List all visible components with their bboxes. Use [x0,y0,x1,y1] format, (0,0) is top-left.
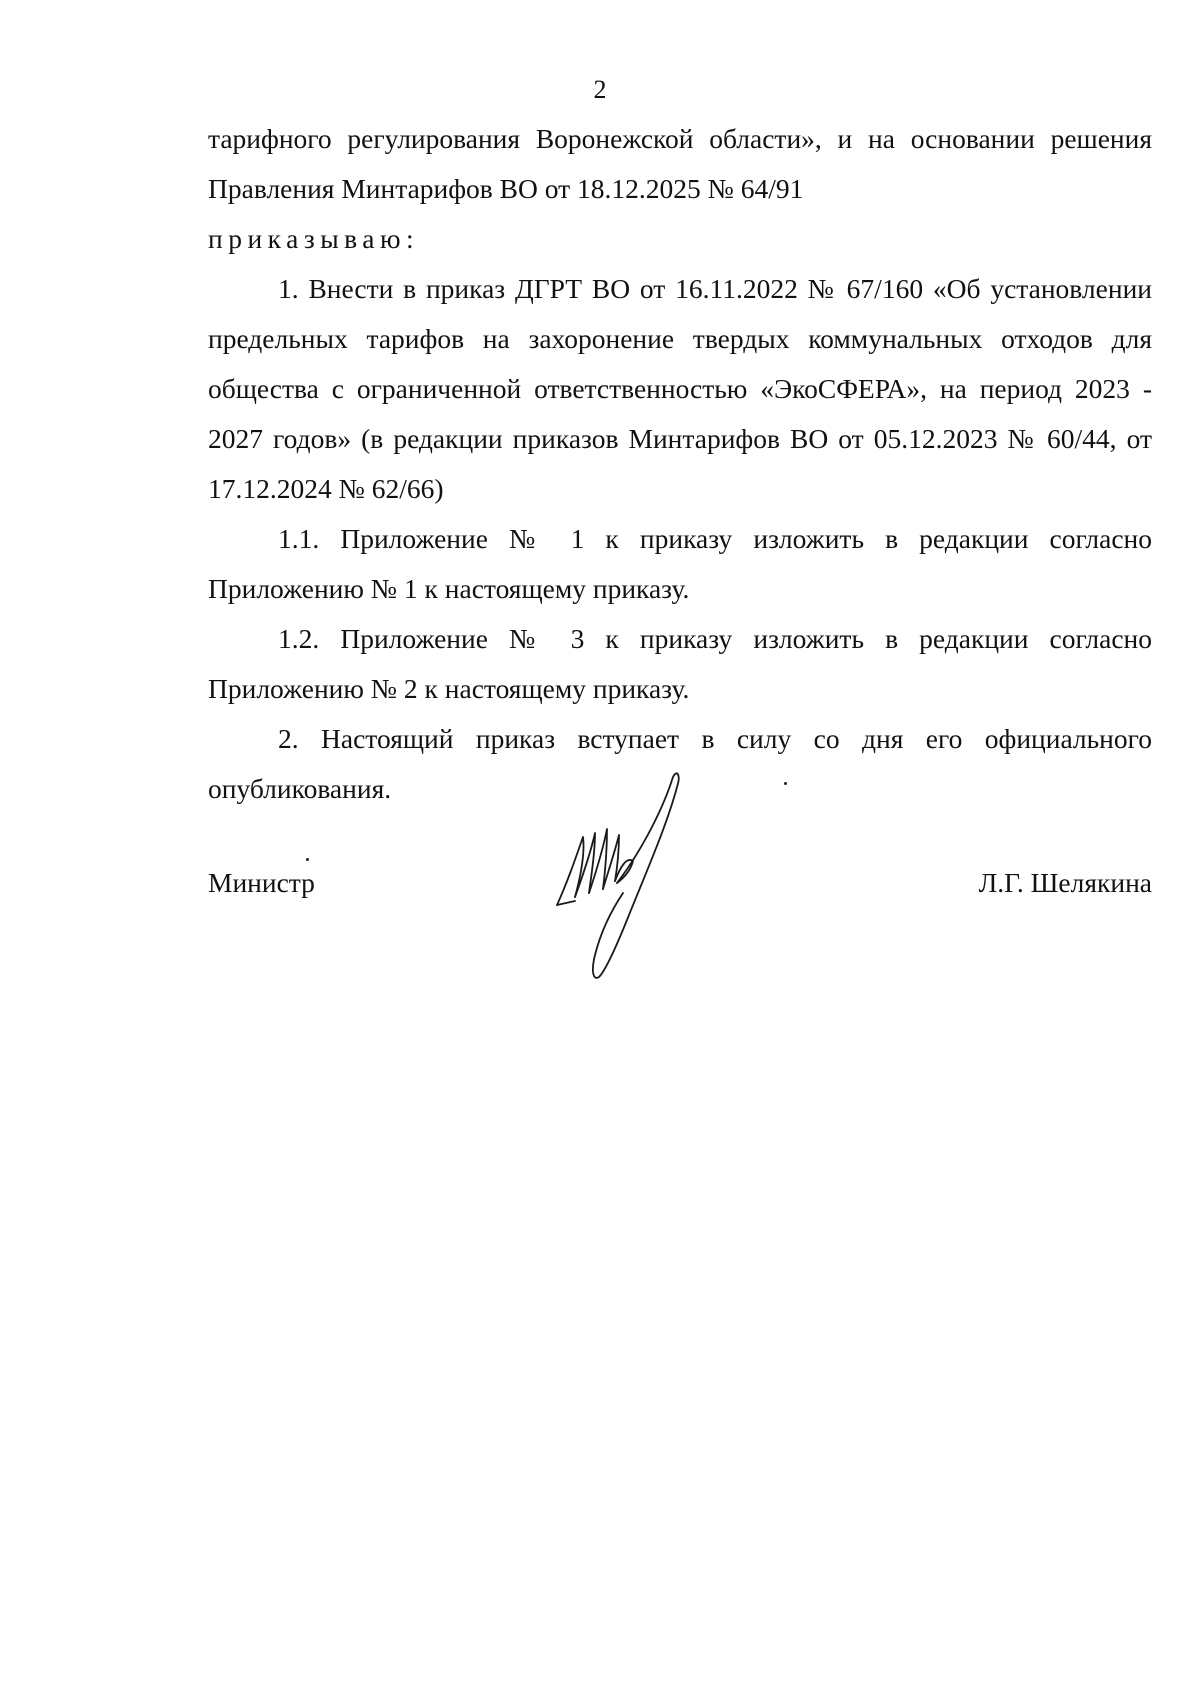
handwritten-signature [545,765,705,985]
paragraph-item-2: 2. Настоящий приказ вступает в силу со дня его официального опубликования. [208,723,1152,804]
paragraph-item-1-1: 1.1. Приложение № 1 к приказу изложить в редакции согласно Приложению № 1 к настоящему приказу. [208,523,1152,604]
signatory-title: Министр [208,867,315,898]
page-number: 2 [593,75,607,104]
paragraph-continuation: тарифного регулирования Воронежской области», и на основании решения Правления Минтарифов ВО от 18.12.2025 № 64/91 [208,123,1152,204]
paragraph-item-1: 1. Внести в приказ ДГРТ ВО от 16.11.2022 № 67/160 «Об установлении предельных тарифов на захоронение твердых коммунальных отходов для общества с ограниченной ответственностью «ЭкоСФЕРА», на период 2023 - 2027 годов» (в редакции приказов Минтарифов ВО от 05.12.2023 № 60/44, от 17.12.2024 № 62/66) [208,273,1152,504]
ink-dot-left [306,858,309,861]
ink-dot-right [784,782,787,785]
paragraph-item-1-2: 1.2. Приложение № 3 к приказу изложить в редакции согласно Приложению № 2 к настоящему приказу. [208,623,1152,704]
paragraph-order-word: приказываю: [208,223,420,254]
signatory-name: Л.Г. Шелякина [978,867,1152,898]
document-body [208,114,1152,814]
